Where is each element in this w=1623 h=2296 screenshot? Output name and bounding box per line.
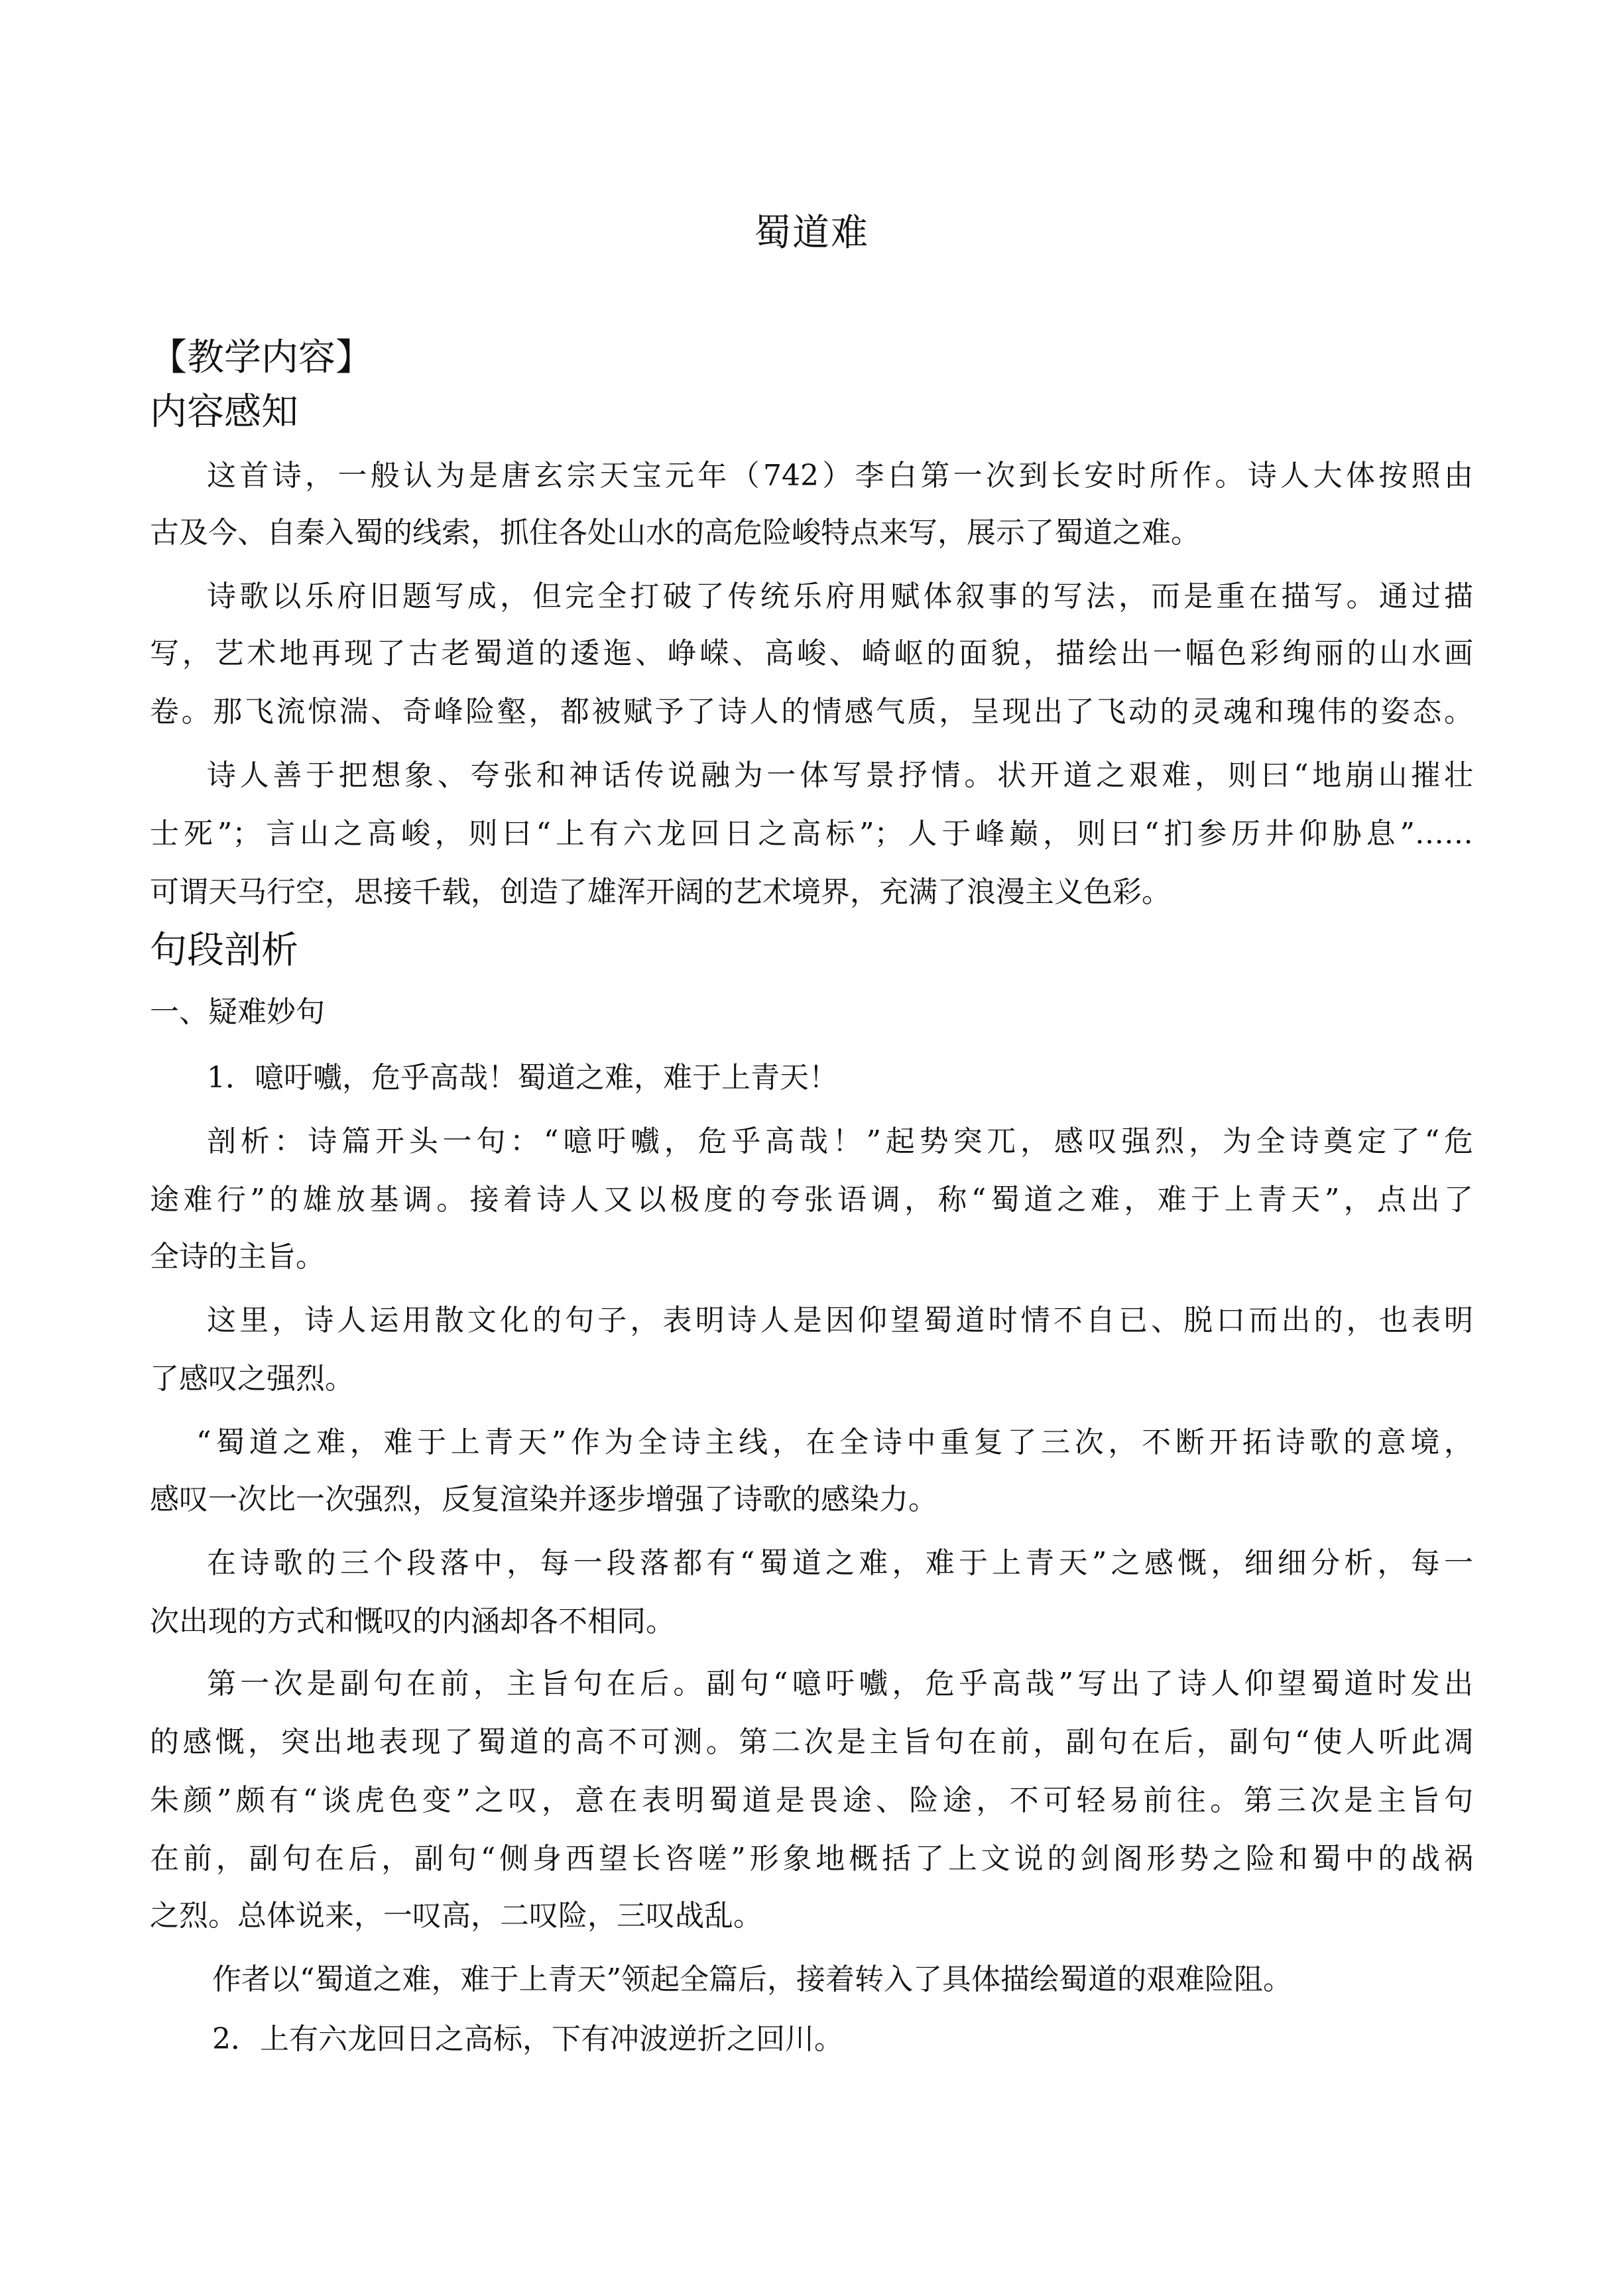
paragraph-line: 诗人善于把想象、夸张和神话传说融为一体写景抒情。状开道之艰难，则曰“地崩山摧壮 <box>207 758 1473 792</box>
paragraph-line: 古及今、自秦入蜀的线索，抓住各处山水的高危险峻特点来写，展示了蜀道之难。 <box>150 516 1200 550</box>
paragraph-line: “蜀道之难，难于上青天”作为全诗主线，在全诗中重复了三次，不断开拓诗歌的意境， <box>196 1425 1473 1459</box>
section-heading-teaching-content: 【教学内容】 <box>150 336 373 379</box>
paragraph-line: 途难行”的雄放基调。接着诗人又以极度的夸张语调，称“蜀道之难，难于上青天”，点出了 <box>150 1183 1473 1217</box>
paragraph-line: 第一次是副句在前，主旨句在后。副句“噫吁嚱，危乎高哉”写出了诗人仰望蜀道时发出 <box>207 1667 1473 1701</box>
part-heading-difficult-sentences: 一、疑难妙句 <box>150 995 325 1029</box>
paragraph-line: 作者以“蜀道之难，难于上青天”领起全篇后，接着转入了具体描绘蜀道的艰难险阻。 <box>212 1963 1292 1996</box>
subsection-heading-sentence-analysis: 句段剖析 <box>150 929 298 972</box>
paragraph-line: 之烈。总体说来，一叹高，二叹险，三叹战乱。 <box>150 1899 762 1933</box>
document-title: 蜀道难 <box>754 211 869 255</box>
paragraph-line: 士死”；言山之高峻，则曰“上有六龙回日之高标”；人于峰巅，则曰“扪参历井仰胁息”…… <box>150 817 1473 851</box>
paragraph-line: 诗歌以乐府旧题写成，但完全打破了传统乐府用赋体叙事的写法，而是重在描写。通过描 <box>207 579 1473 613</box>
paragraph-line: 次出现的方式和慨叹的内涵却各不相同。 <box>150 1604 675 1638</box>
paragraph-line: 这里，诗人运用散文化的句子，表明诗人是因仰望蜀道时情不自已、脱口而出的，也表明 <box>207 1303 1473 1337</box>
paragraph-line: 全诗的主旨。 <box>150 1240 325 1274</box>
paragraph-line: 的感慨，突出地表现了蜀道的高不可测。第二次是主旨句在前，副句在后，副句“使人听此凋 <box>150 1725 1473 1759</box>
paragraph-line: 这首诗，一般认为是唐玄宗天宝元年（742）李白第一次到长安时所作。诗人大体按照由 <box>207 459 1473 493</box>
paragraph-line: 在诗歌的三个段落中，每一段落都有“蜀道之难，难于上青天”之感慨，细细分析，每一 <box>207 1546 1473 1580</box>
paragraph-line: 可谓天马行空，思接千载，创造了雄浑开阔的艺术境界，充满了浪漫主义色彩。 <box>150 875 1171 909</box>
paragraph-line: 了感叹之强烈。 <box>150 1362 354 1396</box>
paragraph-line: 卷。那飞流惊湍、奇峰险壑，都被赋予了诗人的情感气质，呈现出了飞动的灵魂和瑰伟的姿态。 <box>150 695 1473 729</box>
paragraph-line: 朱颜”颇有“谈虎色变”之叹，意在表明蜀道是畏途、险途，不可轻易前往。第三次是主旨句 <box>150 1783 1473 1817</box>
quoted-verse-2: 2．上有六龙回日之高标，下有冲波逆折之回川。 <box>212 2022 843 2056</box>
paragraph-line: 写，艺术地再现了古老蜀道的逶迤、峥嵘、高峻、崎岖的面貌，描绘出一幅色彩绚丽的山水画 <box>150 636 1473 670</box>
subsection-heading-content-perception: 内容感知 <box>150 391 298 434</box>
paragraph-line: 在前，副句在后，副句“侧身西望长咨嗟”形象地概括了上文说的剑阁形势之险和蜀中的战祸 <box>150 1842 1473 1876</box>
paragraph-line: 感叹一次比一次强烈，反复渲染并逐步增强了诗歌的感染力。 <box>150 1482 937 1516</box>
paragraph-line: 剖析：诗篇开头一句：“噫吁嚱，危乎高哉！”起势突兀，感叹强烈，为全诗奠定了“危 <box>207 1124 1473 1158</box>
quoted-verse-1: 1．噫吁嚱，危乎高哉！蜀道之难，难于上青天！ <box>207 1061 838 1095</box>
